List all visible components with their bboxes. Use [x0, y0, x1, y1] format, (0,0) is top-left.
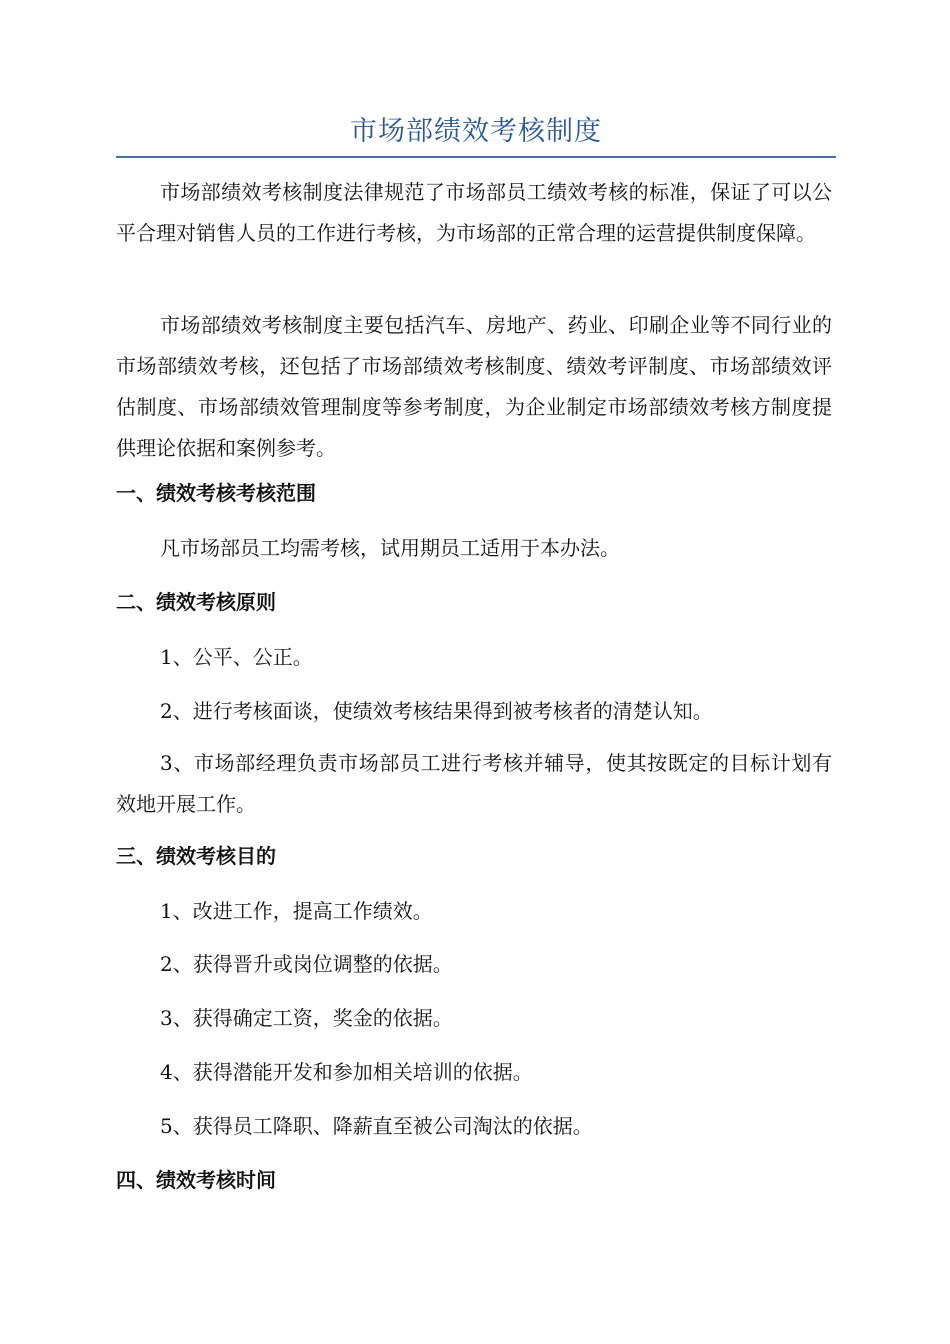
section-heading-principles: 二、绩效考核原则 — [116, 590, 276, 614]
intro-paragraph-2: 市场部绩效考核制度主要包括汽车、房地产、药业、印刷企业等不同行业的市场部绩效考核，还包括了市场部绩效考核制度、绩效考评制度、市场部绩效评估制度、市场部绩效管理制度等参考制度，为企业制定市场部绩效考核方制度提供理论依据和案例参考。 — [116, 313, 832, 460]
intro-paragraph-1: 市场部绩效考核制度法律规范了市场部员工绩效考核的标准，保证了可以公平合理对销售人员的工作进行考核，为市场部的正常合理的运营提供制度保障。 — [116, 180, 832, 245]
section-heading-time: 四、绩效考核时间 — [116, 1168, 276, 1192]
purpose-item-4: 4、获得潜能开发和参加相关培训的依据。 — [160, 1060, 533, 1084]
document-title: 市场部绩效考核制度 — [350, 116, 602, 147]
purpose-item-1: 1、改进工作，提高工作绩效。 — [160, 899, 433, 923]
purpose-item-2: 2、获得晋升或岗位调整的依据。 — [160, 952, 453, 976]
purpose-item-3: 3、获得确定工资，奖金的依据。 — [160, 1006, 453, 1030]
principle-item-2: 2、进行考核面谈，使绩效考核结果得到被考核者的清楚认知。 — [160, 699, 713, 723]
section-heading-purpose: 三、绩效考核目的 — [116, 844, 276, 868]
title-block — [116, 112, 836, 158]
section-heading-scope: 一、绩效考核考核范围 — [116, 481, 316, 505]
section-scope-text: 凡市场部员工均需考核，试用期员工适用于本办法。 — [160, 536, 620, 560]
purpose-item-5: 5、获得员工降职、降薪直至被公司淘汰的依据。 — [160, 1114, 593, 1138]
principle-item-3: 3、市场部经理负责市场部员工进行考核并辅导，使其按既定的目标计划有效地开展工作。 — [116, 751, 832, 816]
principle-item-1: 1、公平、公正。 — [160, 645, 313, 669]
